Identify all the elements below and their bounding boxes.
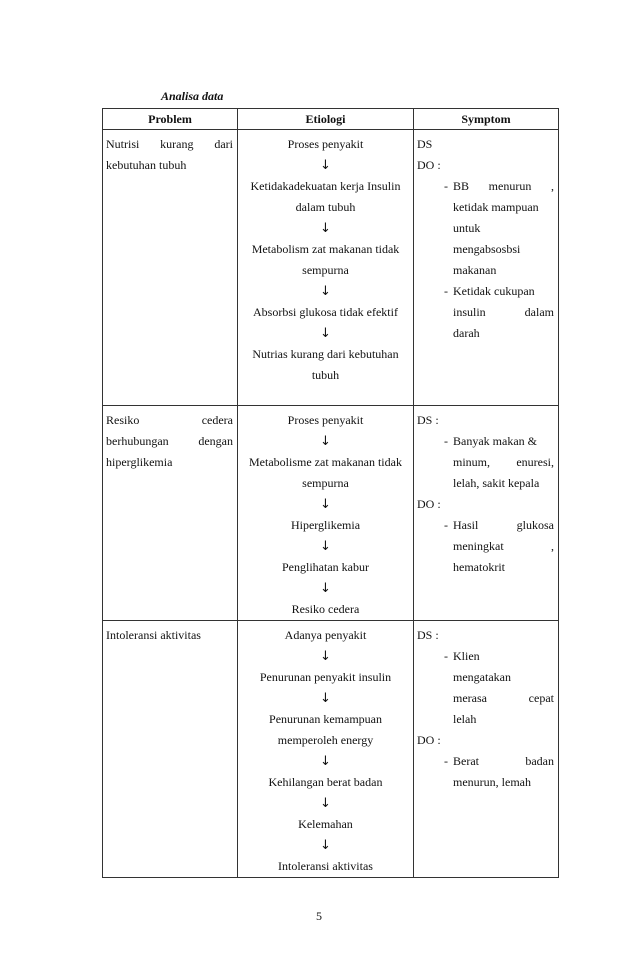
etiologi-step: sempurna bbox=[302, 476, 349, 490]
problem-line: kebutuhan tubuh bbox=[106, 158, 187, 172]
symptom-line: makanan bbox=[453, 263, 497, 277]
bullet-dash: - bbox=[444, 179, 448, 193]
down-arrow-icon: ↓ bbox=[320, 649, 331, 664]
symptom-item bbox=[417, 515, 554, 578]
symptom-cell bbox=[414, 406, 559, 621]
problem-line: Resiko cedera bbox=[106, 413, 233, 427]
etiologi-step: Metabolism zat makanan tidak bbox=[251, 242, 400, 256]
ds-label: DS bbox=[417, 137, 433, 151]
down-arrow-icon: ↓ bbox=[320, 221, 331, 236]
problem-cell bbox=[103, 130, 238, 406]
symptom-line: Banyak makan & bbox=[453, 434, 537, 448]
problem-cell bbox=[103, 621, 238, 878]
symptom-line: merasa cepat bbox=[453, 691, 554, 705]
symptom-line: menurun, lemah bbox=[453, 775, 531, 789]
down-arrow-icon: ↓ bbox=[320, 497, 331, 512]
section-heading: Analisa data bbox=[161, 89, 224, 103]
symptom-line: Hasil glukosa bbox=[453, 518, 554, 532]
page-number: 5 bbox=[316, 909, 322, 923]
symptom-line: hematokrit bbox=[453, 560, 505, 574]
etiologi-step: Absorbsi glukosa tidak efektif bbox=[253, 305, 398, 319]
symptom-line: lelah bbox=[453, 712, 477, 726]
etiologi-step: Penglihatan kabur bbox=[282, 560, 369, 574]
analysis-table bbox=[102, 108, 559, 878]
problem-line: Nutrisi kurang dari bbox=[106, 137, 233, 151]
etiologi-cell bbox=[238, 406, 414, 621]
ds-label: DS : bbox=[417, 628, 439, 642]
etiologi-step: Kelemahan bbox=[298, 817, 353, 831]
symptom-item bbox=[417, 281, 554, 344]
etiologi-step: Adanya penyakit bbox=[284, 628, 367, 642]
symptom-line: mengatakan bbox=[453, 670, 511, 684]
problem-line: berhubungan dengan bbox=[106, 434, 233, 448]
header-etiologi: Etiologi bbox=[238, 109, 414, 130]
symptom-line: untuk bbox=[453, 221, 481, 235]
etiologi-step: Penurunan penyakit insulin bbox=[259, 670, 392, 684]
etiologi-step: Intoleransi aktivitas bbox=[278, 859, 373, 873]
table-header-row bbox=[103, 109, 559, 130]
etiologi-step: Metabolisme zat makanan tidak bbox=[249, 455, 402, 469]
down-arrow-icon: ↓ bbox=[320, 581, 331, 596]
symptom-item bbox=[417, 646, 554, 730]
problem-cell bbox=[103, 406, 238, 621]
bullet-dash: - bbox=[444, 284, 448, 298]
do-label: DO : bbox=[417, 158, 441, 172]
etiologi-step: Penurunan kemampuan bbox=[269, 712, 382, 726]
etiologi-step: memperoleh energy bbox=[277, 733, 374, 747]
etiologi-step: Ketidakadekuatan kerja Insulin bbox=[250, 179, 401, 193]
symptom-line: Ketidak cukupan bbox=[453, 284, 535, 298]
etiologi-step: Nutrias kurang dari kebutuhan bbox=[252, 347, 399, 361]
table-row bbox=[103, 406, 559, 621]
bullet-dash: - bbox=[444, 754, 448, 768]
symptom-line: mengabsosbsi bbox=[453, 242, 521, 256]
table-row bbox=[103, 621, 559, 878]
symptom-line: Berat badan bbox=[453, 754, 554, 768]
down-arrow-icon: ↓ bbox=[320, 796, 331, 811]
etiologi-step: sempurna bbox=[302, 263, 349, 277]
down-arrow-icon: ↓ bbox=[320, 539, 331, 554]
down-arrow-icon: ↓ bbox=[320, 158, 331, 173]
header-symptom: Symptom bbox=[414, 109, 559, 130]
down-arrow-icon: ↓ bbox=[320, 838, 331, 853]
bullet-dash: - bbox=[444, 649, 448, 663]
symptom-line: meningkat , bbox=[453, 539, 554, 553]
down-arrow-icon: ↓ bbox=[320, 326, 331, 341]
etiologi-cell bbox=[238, 621, 414, 878]
symptom-item bbox=[417, 431, 554, 494]
symptom-cell bbox=[414, 621, 559, 878]
etiologi-step: dalam tubuh bbox=[295, 200, 356, 214]
symptom-line: ketidak mampuan bbox=[453, 200, 539, 214]
etiologi-step: Resiko cedera bbox=[291, 602, 360, 616]
down-arrow-icon: ↓ bbox=[320, 754, 331, 769]
symptom-line: lelah, sakit kepala bbox=[453, 476, 540, 490]
symptom-line: BB menurun , bbox=[453, 179, 554, 193]
down-arrow-icon: ↓ bbox=[320, 284, 331, 299]
do-label: DO : bbox=[417, 733, 441, 747]
etiologi-cell bbox=[238, 130, 414, 406]
symptom-item bbox=[417, 176, 554, 281]
symptom-cell bbox=[414, 130, 559, 406]
table-row bbox=[103, 130, 559, 406]
bullet-dash: - bbox=[444, 434, 448, 448]
do-label: DO : bbox=[417, 497, 441, 511]
down-arrow-icon: ↓ bbox=[320, 434, 331, 449]
symptom-line: minum, enuresi, bbox=[453, 455, 554, 469]
etiologi-step: Proses penyakit bbox=[287, 137, 364, 151]
problem-line: Intoleransi aktivitas bbox=[106, 628, 201, 642]
etiologi-step: Kehilangan berat badan bbox=[268, 775, 383, 789]
symptom-line: darah bbox=[453, 326, 480, 340]
etiologi-step: tubuh bbox=[311, 368, 340, 382]
problem-line: hiperglikemia bbox=[106, 455, 173, 469]
symptom-item bbox=[417, 751, 554, 793]
header-problem: Problem bbox=[103, 109, 238, 130]
etiologi-step: Proses penyakit bbox=[287, 413, 364, 427]
symptom-line: insulin dalam bbox=[453, 305, 554, 319]
bullet-dash: - bbox=[444, 518, 448, 532]
ds-label: DS : bbox=[417, 413, 439, 427]
symptom-line: Klien bbox=[453, 649, 480, 663]
etiologi-step: Hiperglikemia bbox=[290, 518, 361, 532]
down-arrow-icon: ↓ bbox=[320, 691, 331, 706]
